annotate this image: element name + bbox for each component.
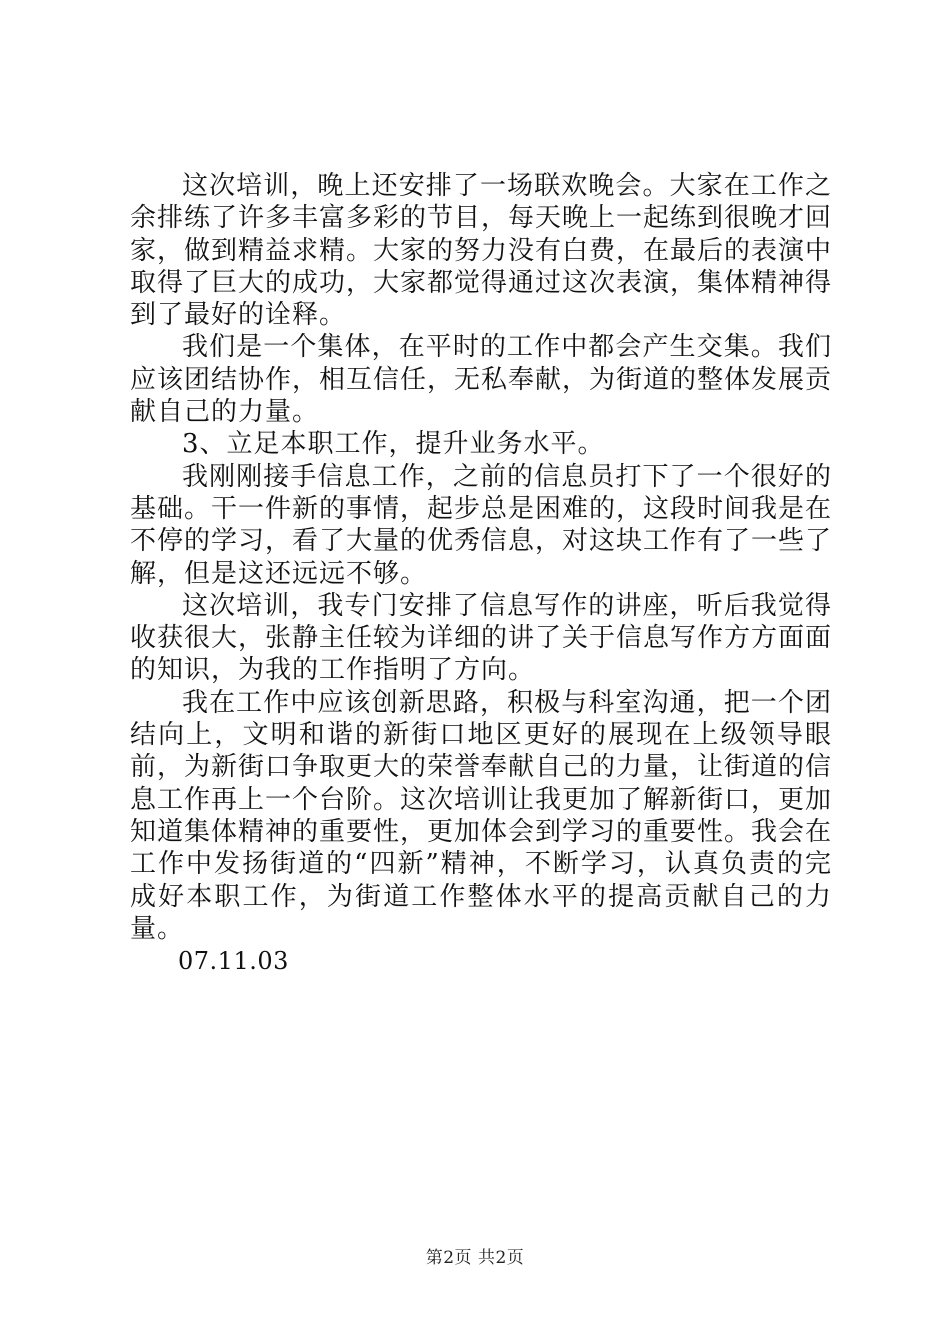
section-heading: 3、立足本职工作，提升业务水平。 <box>182 429 605 460</box>
page-footer: 第2页 共2页 <box>425 1248 525 1268</box>
paragraph-conclusion: 我在工作中应该创新思路，积极与科室沟通，把一个团结向上，文明和谐的新街口地区更好的展现在上级领导眼前，为新街口争取更大的荣誉奉献自己的力量，让街道的信息工作再上一个台阶。这次培训让我更加了解新街口，更加知道集体精神的重要性，更加体会到学习的重要性。我会在工作中发扬街道的“四新”精神，不断学习，认真负责的完成好本职工作，为街道工作整体水平的提高贡献自己的力量。 <box>130 687 833 944</box>
paragraph-collective: 我们是一个集体，在平时的工作中都会产生交集。我们应该团结协作，相互信任，无私奉献，为街道的整体发展贡献自己的力量。 <box>130 332 833 428</box>
paragraph-info-work: 我刚刚接手信息工作，之前的信息员打下了一个很好的基础。干一件新的事情，起步总是困难的，这段时间我是在不停的学习，看了大量的优秀信息，对这块工作有了一些了解，但是这还远远不够。 <box>130 461 833 589</box>
paragraph-writing-lecture: 这次培训，我专门安排了信息写作的讲座，听后我觉得收获很大，张静主任较为详细的讲了关于信息写作方方面面的知识，为我的工作指明了方向。 <box>130 590 833 686</box>
paragraph-evening-party: 这次培训，晚上还安排了一场联欢晚会。大家在工作之余排练了许多丰富多彩的节目，每天晚上一起练到很晚才回家，做到精益求精。大家的努力没有白费，在最后的表演中取得了巨大的成功，大家都觉得通过这次表演，集体精神得到了最好的诠释。 <box>130 171 833 331</box>
document-date: 07.11.03 <box>178 947 289 976</box>
document-body <box>130 170 832 977</box>
